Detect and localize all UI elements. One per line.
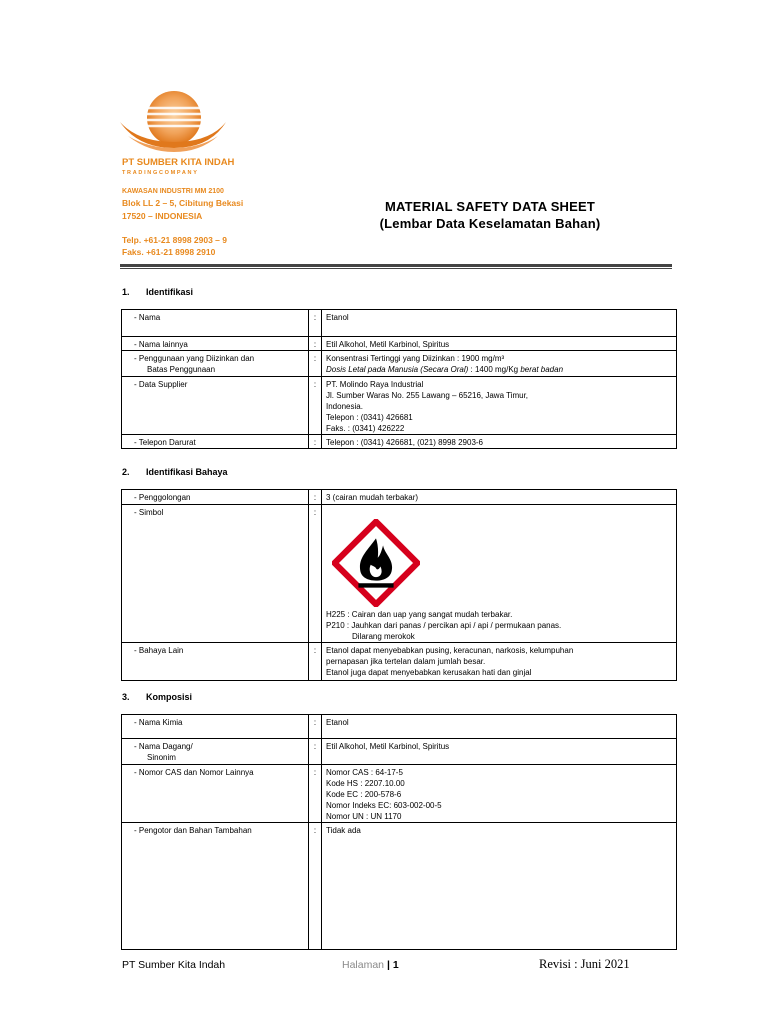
row-value-line: Nomor Indeks EC: 603-002-00-5 [326, 801, 442, 810]
row-value-line: Konsentrasi Tertinggi yang Diizinkan : 1900 mg/m³ [326, 354, 505, 363]
precaution-statement: P210 : Jauhkan dari panas / percikan api / api / permukaan panas. [326, 621, 562, 630]
table-row [122, 490, 677, 505]
row-separator: : [309, 643, 322, 681]
row-value-line: Etanol juga dapat menyebabkan kerusakan hati dan ginjal [326, 668, 532, 677]
row-label-line: - Nama Dagang/ [134, 742, 193, 751]
row-label-line: Batas Penggunaan [147, 365, 216, 374]
footer-page-value: 1 [392, 959, 399, 971]
company-logo [118, 88, 228, 154]
row-separator: : [309, 337, 322, 351]
row-value-line: Kode EC : 200-578-6 [326, 790, 402, 799]
section-number: 3. [122, 692, 130, 702]
address-city: 17520 – INDONESIA [122, 211, 203, 221]
row-value-line: Nomor UN : UN 1170 [326, 812, 402, 821]
row-separator: : [309, 490, 322, 505]
address-estate: KAWASAN INDUSTRI MM 2100 [122, 188, 224, 195]
document-title: MATERIAL SAFETY DATA SHEET [384, 199, 596, 214]
section-title: Identifikasi [146, 287, 194, 297]
row-label: - Nama Kimia [122, 715, 309, 739]
row-separator: : [309, 823, 322, 950]
company-fax: Faks. +61-21 8998 2910 [122, 247, 216, 257]
row-value-line: Kode HS : 2207.10.00 [326, 779, 405, 788]
row-separator: : [309, 377, 322, 435]
composition-table [121, 714, 677, 950]
table-row [122, 337, 677, 351]
row-value-line: Nomor CAS : 64-17-5 [326, 768, 403, 777]
row-label-line: - Penggunaan yang Diizinkan dan [134, 354, 255, 363]
row-value: Etil Alkohol, Metil Karbinol, Spiritus [322, 739, 677, 765]
row-separator: : [309, 715, 322, 739]
row-value-line: Etanol dapat menyebabkan pusing, keracunan, narkosis, kelumpuhan [326, 646, 574, 655]
table-row [122, 765, 677, 823]
section-number: 1. [122, 287, 130, 297]
section-heading-identifikasi-bahaya [122, 467, 228, 477]
section-heading-komposisi [122, 692, 192, 702]
table-row [122, 643, 677, 681]
row-label: - Penggolongan [122, 490, 309, 505]
row-separator: : [309, 310, 322, 337]
row-label [122, 739, 309, 765]
row-value: Etanol [322, 715, 677, 739]
row-value-line [326, 364, 672, 375]
row-label [122, 351, 309, 377]
row-value-line: Indonesia. [326, 402, 363, 411]
row-value: Tidak ada [322, 823, 677, 950]
section-number: 2. [122, 467, 130, 477]
row-label: - Bahaya Lain [122, 643, 309, 681]
section-title: Identifikasi Bahaya [146, 467, 228, 477]
row-separator: : [309, 765, 322, 823]
row-value-line: Telepon : (0341) 426681 [326, 413, 413, 422]
row-value: Etil Alkohol, Metil Karbinol, Spiritus [322, 337, 677, 351]
row-value-line: Jl. Sumber Waras No. 255 Lawang – 65216, Jawa Timur, [326, 391, 529, 400]
table-row [122, 739, 677, 765]
row-label: - Pengotor dan Bahan Tambahan [122, 823, 309, 950]
section-heading-identifikasi [122, 287, 193, 297]
row-value-italic: berat badan [520, 365, 564, 374]
document-subtitle: (Lembar Data Keselamatan Bahan) [379, 216, 601, 231]
row-label: - Simbol [122, 505, 309, 643]
row-value-italic: Dosis Letal pada Manusia (Secara Oral) [326, 365, 469, 374]
row-label: - Telepon Darurat [122, 435, 309, 449]
table-row [122, 823, 677, 950]
row-label: - Nama lainnya [122, 337, 309, 351]
row-label: - Nomor CAS dan Nomor Lainnya [122, 765, 309, 823]
row-value-text: : 1400 mg/Kg [468, 365, 521, 374]
row-value-line: PT. Molindo Raya Industrial [326, 380, 424, 389]
header-rule-thin [120, 268, 672, 269]
row-separator: : [309, 435, 322, 449]
row-value [322, 643, 677, 681]
company-tagline: TRADINGCOMPANY [122, 170, 199, 176]
footer-page-separator: | [384, 959, 393, 971]
row-label: - Nama [122, 310, 309, 337]
row-value-line: Faks. : (0341) 426222 [326, 424, 405, 433]
table-row [122, 715, 677, 739]
row-label-line: Sinonim [147, 753, 176, 762]
hazard-statement: H225 : Cairan dan uap yang sangat mudah terbakar. [326, 610, 513, 619]
address-block: Blok LL 2 – 5, Cibitung Bekasi [122, 198, 244, 208]
table-row [122, 310, 677, 337]
flammable-hazard-icon [332, 519, 420, 607]
row-label: - Data Supplier [122, 377, 309, 435]
section-title: Komposisi [146, 692, 193, 702]
footer-revision: Revisi : Juni 2021 [539, 957, 630, 971]
footer-page-number [342, 959, 399, 971]
table-row [122, 377, 677, 435]
header-rule [120, 264, 672, 267]
row-value [322, 765, 677, 823]
table-row [122, 435, 677, 449]
row-value [322, 377, 677, 435]
row-value: Etanol [322, 310, 677, 337]
identification-table [121, 309, 677, 449]
row-separator: : [309, 351, 322, 377]
row-separator: : [309, 739, 322, 765]
company-phone: Telp. +61-21 8998 2903 – 9 [122, 235, 227, 245]
footer-company: PT Sumber Kita Indah [122, 959, 226, 971]
footer-page-label: Halaman [342, 959, 385, 971]
row-value [322, 505, 677, 643]
row-value-line: pernapasan jika tertelan dalam jumlah besar. [326, 657, 486, 666]
table-row [122, 351, 677, 377]
table-row [122, 505, 677, 643]
row-value: 3 (cairan mudah terbakar) [322, 490, 677, 505]
row-separator: : [309, 505, 322, 643]
row-value [322, 351, 677, 377]
precaution-statement-cont: Dilarang merokok [352, 632, 415, 641]
hazard-table [121, 489, 677, 681]
row-value: Telepon : (0341) 426681, (021) 8998 2903-6 [322, 435, 677, 449]
company-name: PT SUMBER KITA INDAH [122, 157, 235, 168]
